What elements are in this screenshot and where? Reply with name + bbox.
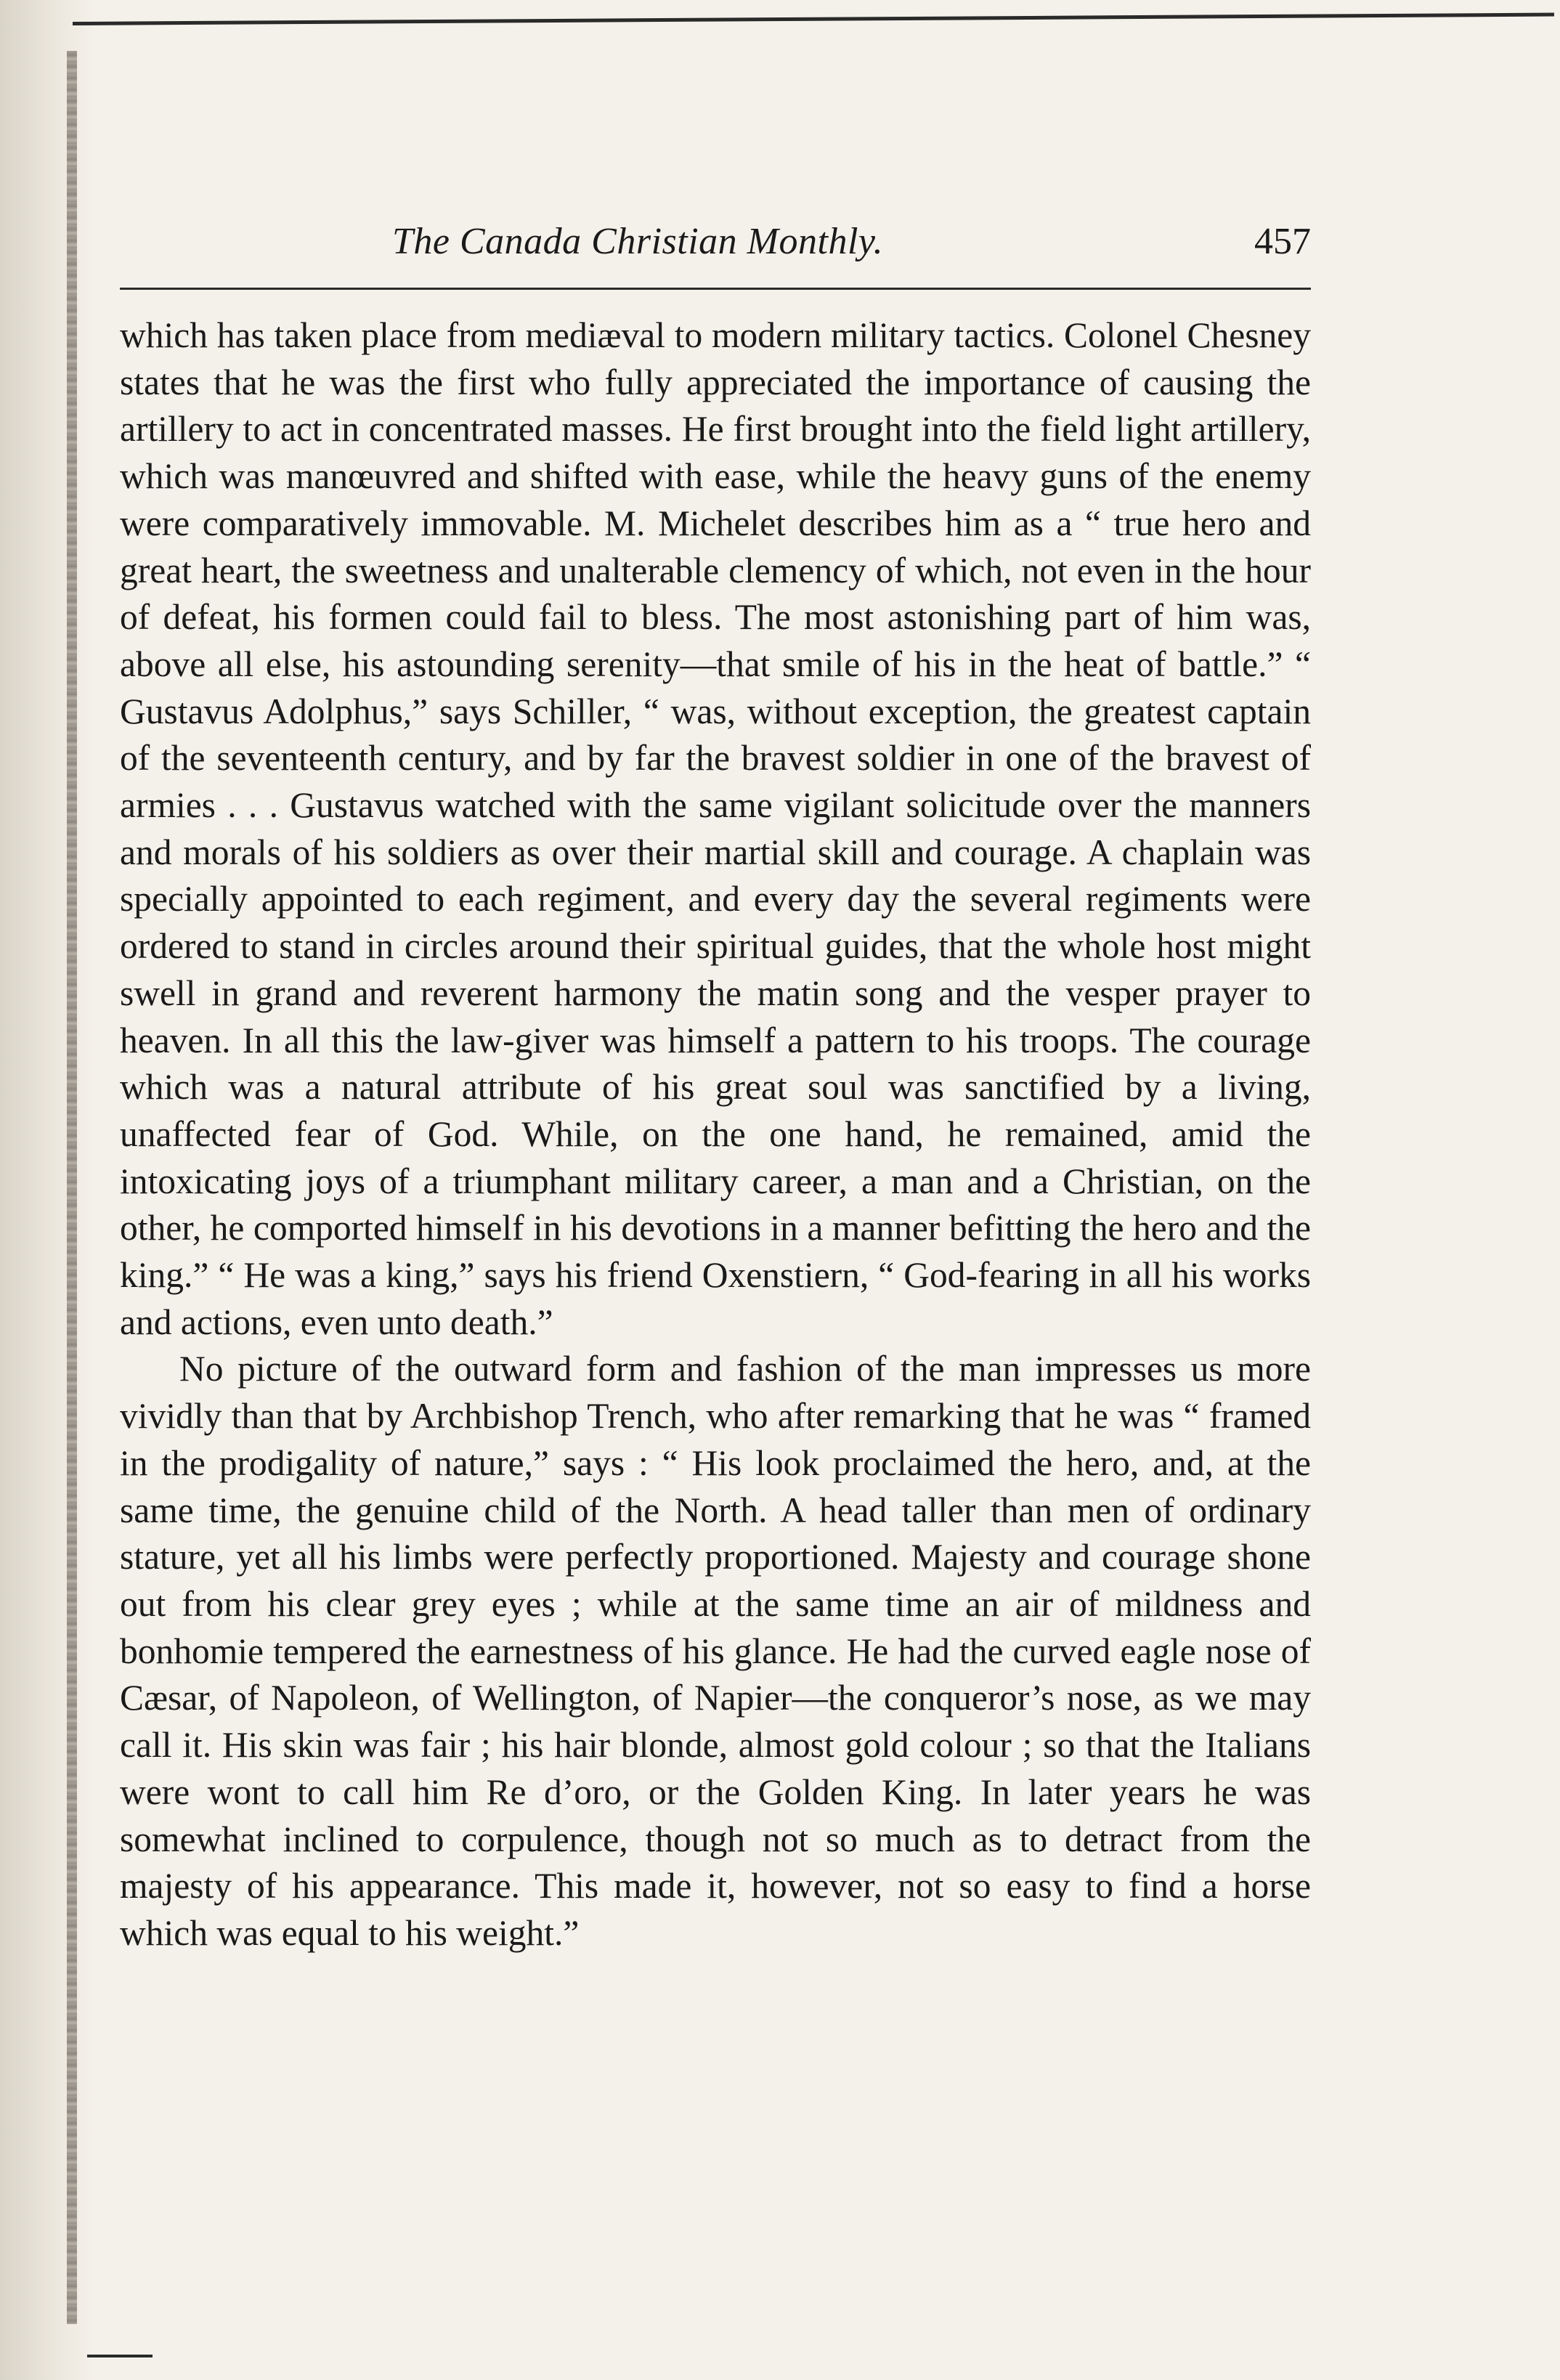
header-rule <box>120 288 1311 290</box>
top-edge-rule <box>73 13 1554 25</box>
page-header <box>120 214 1311 272</box>
binding-shadow <box>67 51 77 2324</box>
paragraph: which has taken place from mediæval to modern military tactics. Colonel Chesney states that he was the first who fully appreciated the importance of causing the artillery to act in concentrated masses. He first brought into the field light artillery, which was manœuvred and shifted with ease, while the heavy guns of the enemy were comparatively immovable. M. Michelet describes him as a “ true hero and great heart, the sweetness and unalterable clemency of which, not even in the hour of defeat, his formen could fail to bless. The most astonishing part of him was, above all else, his astounding serenity—that smile of his in the heat of battle.” “ Gustavus Adolphus,” says Schiller, “ was, without exception, the greatest captain of the seventeenth century, and by far the bravest soldier in one of the bravest of armies . . . Gustavus watched with the same vigilant solicitude over the manners and morals of his soldiers as over their martial skill and courage. A chaplain was specially appointed to each regiment, and every day the several regiments were ordered to stand in circles around their spiritual guides, that the whole host might swell in grand and reverent harmony the matin song and the vesper prayer to heaven. In all this the law-giver was himself a pattern to his troops. The courage which was a natural attribute of his great soul was sanctified by a living, unaffected fear of God. While, on the one hand, he remained, amid the intoxicating joys of a triumphant military career, a man and a Christian, on the other, he comported himself in his devotions in a manner befitting the hero and the king.” “ He was a king,” says his friend Oxenstiern, “ God-fearing in all his works and actions, even unto death.” <box>120 315 1311 1342</box>
paragraph: No picture of the outward form and fashion of the man impresses us more vividly than that by Archbishop Trench, who after remarking that he was “ framed in the prodigality of nature,” says : “ His look proclaimed the hero, and, at the same time, the genuine child of the North. A head taller than men of ordinary stature, yet all his limbs were perfectly proportioned. Majesty and courage shone out from his clear grey eyes ; while at the same time an air of mildness and bonhomie tempered the earnestness of his glance. He had the curved eagle nose of Cæsar, of Napoleon, of Wellington, of Napier—the conqueror’s nose, as we may call it. His skin was fair ; his hair blonde, almost gold colour ; so that the Italians were wont to call him Re d’oro, or the Golden King. In later years he was somewhat inclined to corpulence, though not so much as to detract from the majesty of his appearance. This made it, however, not so easy to find a horse which was equal to his weight.” <box>120 1349 1311 1953</box>
bottom-rule-mark <box>87 2355 153 2357</box>
body-text <box>120 312 1311 1957</box>
page-binding-edge <box>0 0 94 2380</box>
page-number: 457 <box>1254 221 1311 262</box>
running-title: The Canada Christian Monthly. <box>392 221 884 262</box>
